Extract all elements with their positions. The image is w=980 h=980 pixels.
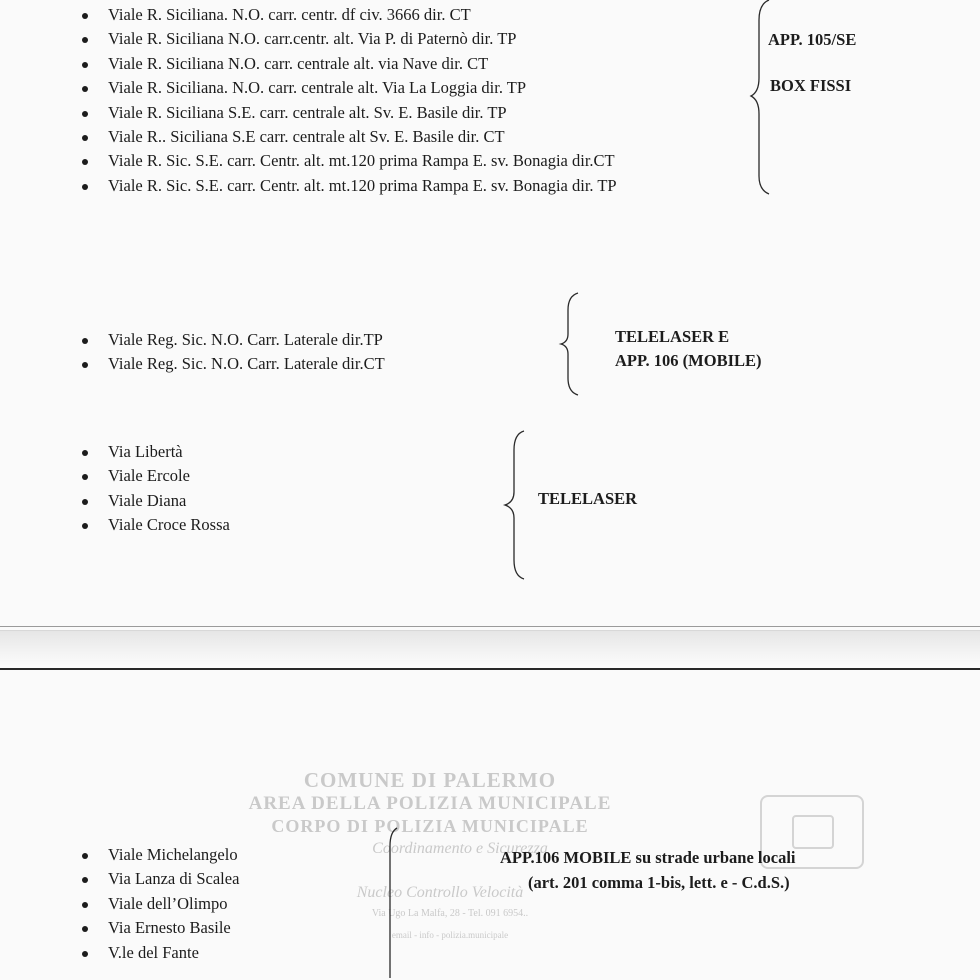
- list-item: Viale Reg. Sic. N.O. Carr. Laterale dir.TP: [80, 328, 385, 352]
- section1-label-box: BOX FISSI: [770, 76, 852, 95]
- section3-list: [80, 440, 230, 538]
- watermark-corpo: CORPO DI POLIZIA MUNICIPALE: [271, 816, 589, 836]
- watermark-area: AREA DELLA POLIZIA MUNICIPALE: [248, 793, 612, 814]
- list-item: Viale Reg. Sic. N.O. Carr. Laterale dir.CT: [80, 352, 385, 376]
- list-item: Viale dell’Olimpo: [80, 892, 239, 916]
- brace-icon: [558, 292, 582, 396]
- watermark-coordinamento: Coordinamento e Sicurezza: [372, 840, 548, 857]
- list-item: Viale R.. Siciliana S.E carr. centrale alt Sv. E. Basile dir. CT: [80, 125, 617, 149]
- section4-list: [80, 843, 239, 965]
- watermark-comune: COMUNE DI PALERMO: [303, 768, 557, 792]
- list-item: Via Libertà: [80, 440, 230, 464]
- watermark-email: email - info - polizia.municipale: [391, 930, 509, 940]
- list-item: Viale R. Sic. S.E. carr. Centr. alt. mt.120 prima Rampa E. sv. Bonagia dir.CT: [80, 149, 617, 173]
- list-item: Viale Ercole: [80, 464, 230, 488]
- page-edge-line: [0, 626, 980, 627]
- list-item: Viale R. Siciliana S.E. carr. centrale alt. Sv. E. Basile dir. TP: [80, 101, 617, 125]
- list-item: Viale R. Sic. S.E. carr. Centr. alt. mt.120 prima Rampa E. sv. Bonagia dir. TP: [80, 174, 617, 198]
- watermark-address: Via Ugo La Malfa, 28 - Tel. 091 6954..: [371, 908, 529, 919]
- list-item: V.le del Fante: [80, 941, 239, 965]
- section4-label-article: (art. 201 comma 1-bis, lett. e - C.d.S.): [528, 873, 790, 892]
- section2-label-app106: APP. 106 (MOBILE): [615, 351, 762, 370]
- section2-list: [80, 328, 385, 377]
- list-item: Viale R. Siciliana N.O. carr. centrale alt. via Nave dir. CT: [80, 52, 617, 76]
- list-item: Viale R. Siciliana. N.O. carr. centrale alt. Via La Loggia dir. TP: [80, 76, 617, 100]
- brace-icon: [385, 826, 405, 978]
- list-item: Viale Croce Rossa: [80, 513, 230, 537]
- list-item: Via Ernesto Basile: [80, 916, 239, 940]
- section4-label-app106: APP.106 MOBILE su strade urbane locali: [500, 848, 796, 867]
- page-gap: [0, 631, 980, 668]
- list-item: Viale R. Siciliana N.O. carr.centr. alt. Via P. di Paternò dir. TP: [80, 27, 617, 51]
- list-item: Via Lanza di Scalea: [80, 867, 239, 891]
- list-item: Viale R. Siciliana. N.O. carr. centr. df civ. 3666 dir. CT: [80, 3, 617, 27]
- section2-label-telelaser: TELELASER E: [615, 327, 730, 346]
- section1-list: [80, 3, 617, 198]
- section1-label-app: APP. 105/SE: [768, 30, 857, 49]
- list-item: Viale Michelangelo: [80, 843, 239, 867]
- watermark-nucleo: Nucleo Controllo Velocità: [356, 884, 524, 901]
- section3-label-telelaser: TELELASER: [538, 489, 638, 508]
- brace-icon: [500, 430, 530, 580]
- list-item: Viale Diana: [80, 489, 230, 513]
